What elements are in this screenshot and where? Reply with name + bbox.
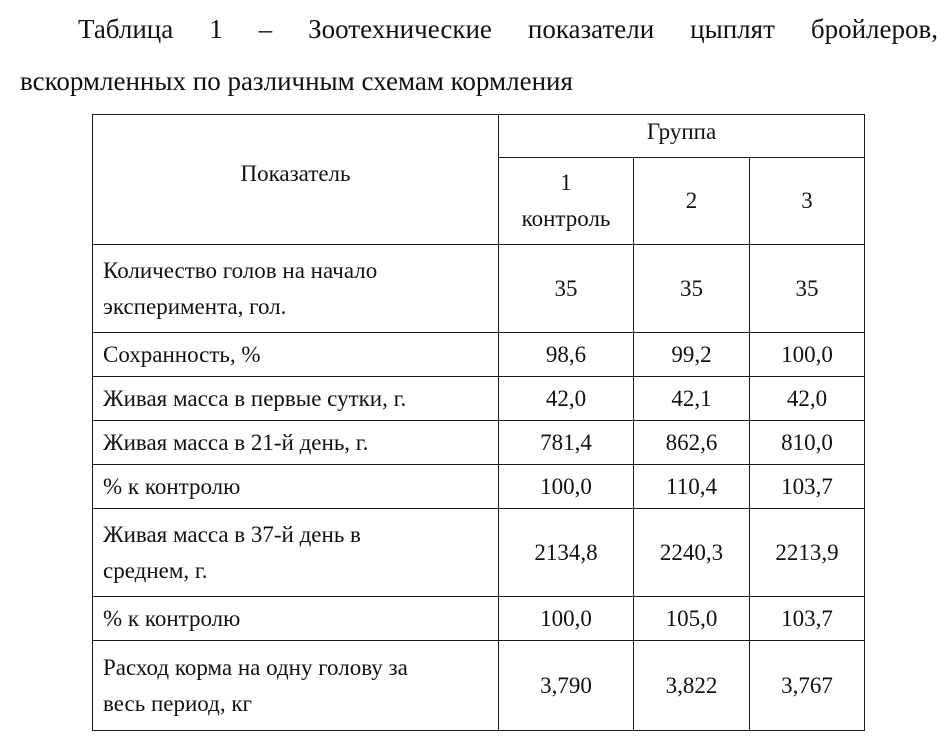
row-value-group-2: 42,1 — [634, 377, 750, 421]
header-group-2: 2 — [634, 158, 750, 245]
row-label — [93, 509, 499, 597]
row-label: Сохранность, % — [93, 333, 499, 377]
row-value-group-2: 2240,3 — [634, 509, 750, 597]
row-value-group-3: 103,7 — [750, 465, 865, 509]
row-value-group-1: 781,4 — [499, 421, 634, 465]
table-row — [93, 641, 865, 731]
table-row — [93, 333, 865, 377]
row-value-group-3: 100,0 — [750, 333, 865, 377]
row-value-group-3: 103,7 — [750, 597, 865, 641]
table-row — [93, 377, 865, 421]
table-row — [93, 421, 865, 465]
row-value-group-1: 100,0 — [499, 597, 634, 641]
row-value-group-1: 2134,8 — [499, 509, 634, 597]
table-row — [93, 509, 865, 597]
row-label-line: Количество голов на начало — [103, 257, 378, 283]
header-indicator: Показатель — [93, 115, 499, 245]
row-label — [93, 245, 499, 333]
header-group: Группа — [499, 115, 865, 158]
row-label: % к контролю — [93, 465, 499, 509]
header-group-1-number: 1 — [560, 170, 572, 195]
row-value-group-2: 35 — [634, 245, 750, 333]
row-label-line: весь период, кг — [103, 690, 252, 716]
row-value-group-2: 105,0 — [634, 597, 750, 641]
row-label-line: Живая масса в 37-й день в — [103, 521, 361, 547]
header-group-1 — [499, 158, 634, 245]
header-group-1-note: контроль — [521, 206, 611, 231]
row-label — [93, 641, 499, 731]
row-value-group-3: 35 — [750, 245, 865, 333]
row-value-group-1: 100,0 — [499, 465, 634, 509]
row-value-group-2: 3,822 — [634, 641, 750, 731]
table-caption-line-2: вскормленных по различным схемам кормления — [20, 66, 573, 96]
header-group-3: 3 — [750, 158, 865, 245]
table-caption-line-1: Таблица 1 – Зоотехнические показатели цыплят бройлеров, — [78, 14, 938, 44]
table-row — [93, 597, 865, 641]
row-label-line: Расход корма на одну голову за — [103, 654, 408, 680]
row-label: Живая масса в первые сутки, г. — [93, 377, 499, 421]
row-value-group-1: 35 — [499, 245, 634, 333]
table-row — [93, 245, 865, 333]
row-label-line: эксперимента, гол. — [103, 293, 287, 319]
table-row — [93, 465, 865, 509]
row-value-group-2: 862,6 — [634, 421, 750, 465]
row-value-group-1: 3,790 — [499, 641, 634, 731]
row-value-group-1: 42,0 — [499, 377, 634, 421]
zootechnical-indicators-table — [92, 114, 865, 731]
row-value-group-3: 3,767 — [750, 641, 865, 731]
row-value-group-3: 2213,9 — [750, 509, 865, 597]
row-label-line: среднем, г. — [103, 557, 208, 583]
row-value-group-3: 810,0 — [750, 421, 865, 465]
row-label: % к контролю — [93, 597, 499, 641]
row-value-group-2: 110,4 — [634, 465, 750, 509]
row-value-group-2: 99,2 — [634, 333, 750, 377]
row-label: Живая масса в 21-й день, г. — [93, 421, 499, 465]
row-value-group-1: 98,6 — [499, 333, 634, 377]
row-value-group-3: 42,0 — [750, 377, 865, 421]
